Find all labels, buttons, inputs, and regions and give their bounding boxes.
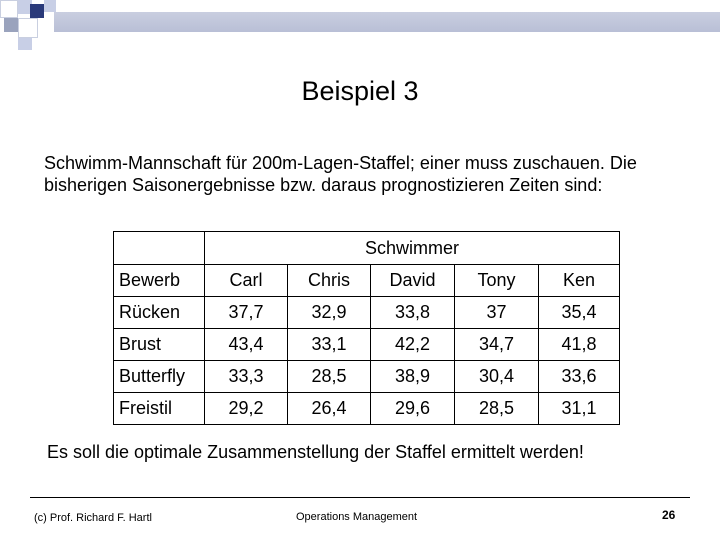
table-group-row — [114, 232, 620, 265]
corner-square-5 — [4, 18, 18, 32]
time-cell: 29,2 — [205, 393, 288, 425]
footer-author: (c) Prof. Richard F. Hartl — [34, 512, 152, 524]
swimmer-header: Chris — [288, 265, 371, 297]
table-corner-blank — [114, 232, 205, 265]
slide-title-text: Beispiel 3 — [301, 76, 419, 106]
event-label: Rücken — [114, 297, 205, 329]
event-label: Brust — [114, 329, 205, 361]
time-cell: 33,6 — [539, 361, 620, 393]
time-cell: 28,5 — [455, 393, 539, 425]
time-cell: 32,9 — [288, 297, 371, 329]
time-cell: 29,6 — [371, 393, 455, 425]
table-row — [114, 297, 620, 329]
intro-text: Schwimm-Mannschaft für 200m-Lagen-Staffel; einer muss zuschauen. Die bisherigen Saisonergebnisse bzw. daraus prognostizieren Zeiten sind: — [44, 153, 637, 195]
time-cell: 37 — [455, 297, 539, 329]
time-cell: 37,7 — [205, 297, 288, 329]
page-number: 26 — [662, 508, 676, 522]
corner-square-6 — [18, 18, 38, 38]
table-header-row — [114, 265, 620, 297]
corner-square-7 — [18, 38, 32, 50]
corner-label: Bewerb — [114, 265, 205, 297]
time-cell: 26,4 — [288, 393, 371, 425]
time-cell: 43,4 — [205, 329, 288, 361]
group-header-cell: Schwimmer — [205, 232, 620, 265]
time-cell: 33,1 — [288, 329, 371, 361]
time-cell: 42,2 — [371, 329, 455, 361]
time-cell: 30,4 — [455, 361, 539, 393]
footer-divider — [30, 497, 690, 498]
event-label: Butterfly — [114, 361, 205, 393]
time-cell: 38,9 — [371, 361, 455, 393]
time-cell: 34,7 — [455, 329, 539, 361]
corner-square-1 — [0, 0, 18, 18]
time-cell: 31,1 — [539, 393, 620, 425]
time-cell: 35,4 — [539, 297, 620, 329]
time-cell: 33,3 — [205, 361, 288, 393]
corner-square-4 — [44, 0, 56, 12]
swimmer-header: David — [371, 265, 455, 297]
event-label: Freistil — [114, 393, 205, 425]
swimmer-header: Tony — [455, 265, 539, 297]
corner-square-3 — [30, 4, 44, 18]
time-cell: 33,8 — [371, 297, 455, 329]
footer-course: Operations Management — [296, 511, 418, 523]
swimmer-header: Carl — [205, 265, 288, 297]
swimmer-header: Ken — [539, 265, 620, 297]
table-row — [114, 393, 620, 425]
table-row — [114, 329, 620, 361]
slide-title — [0, 76, 720, 107]
time-cell: 28,5 — [288, 361, 371, 393]
time-cell: 41,8 — [539, 329, 620, 361]
header-bar — [54, 12, 720, 32]
closing-text: Es soll die optimale Zusammenstellung der Staffel ermittelt werden! — [47, 442, 584, 462]
times-table — [113, 231, 620, 425]
table-row — [114, 361, 620, 393]
